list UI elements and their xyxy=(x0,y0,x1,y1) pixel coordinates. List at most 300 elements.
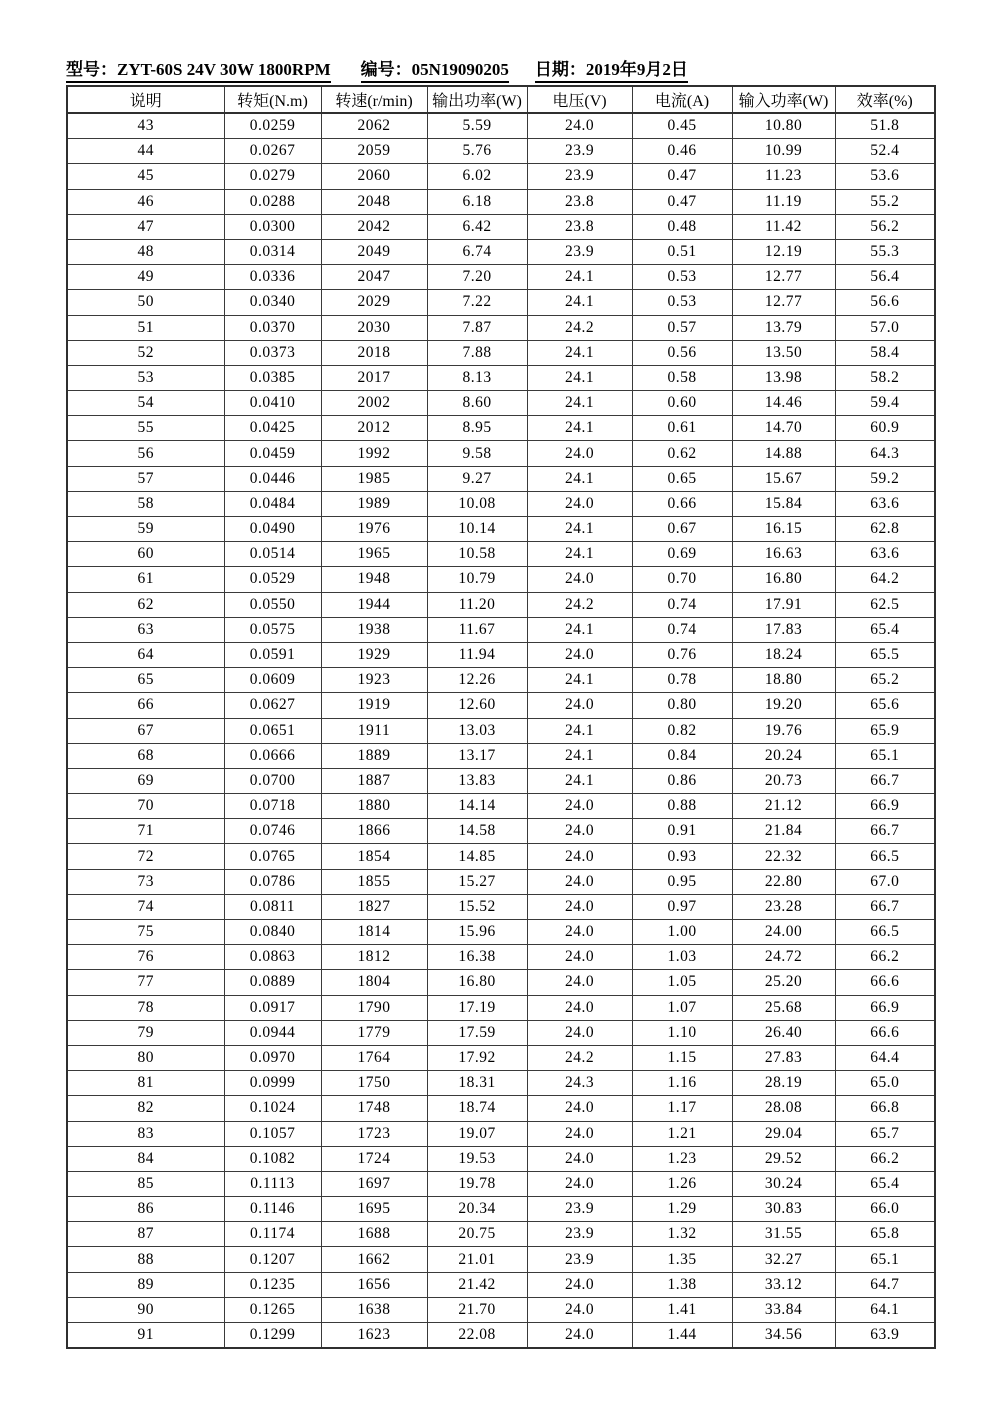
table-cell: 66.2 xyxy=(835,1146,935,1171)
table-row xyxy=(67,517,935,542)
table-cell: 2018 xyxy=(321,340,427,365)
table-cell: 14.46 xyxy=(732,391,835,416)
table-cell: 27.83 xyxy=(732,1045,835,1070)
table-cell: 0.61 xyxy=(632,416,732,441)
table-cell: 1944 xyxy=(321,592,427,617)
table-cell: 1854 xyxy=(321,844,427,869)
table-cell: 0.0336 xyxy=(224,265,321,290)
table-cell: 11.42 xyxy=(732,214,835,239)
table-cell: 17.92 xyxy=(427,1045,527,1070)
table-cell: 8.13 xyxy=(427,365,527,390)
table-cell: 24.1 xyxy=(527,617,632,642)
table-cell: 0.0627 xyxy=(224,693,321,718)
table-cell: 24.1 xyxy=(527,718,632,743)
table-row xyxy=(67,416,935,441)
table-cell: 1.05 xyxy=(632,970,732,995)
table-cell: 53.6 xyxy=(835,164,935,189)
table-cell: 20.75 xyxy=(427,1222,527,1247)
table-cell: 2017 xyxy=(321,365,427,390)
table-cell: 50 xyxy=(67,290,224,315)
table-cell: 24.1 xyxy=(527,340,632,365)
table-cell: 82 xyxy=(67,1096,224,1121)
table-cell: 0.62 xyxy=(632,441,732,466)
table-cell: 77 xyxy=(67,970,224,995)
table-cell: 15.84 xyxy=(732,491,835,516)
table-cell: 51.8 xyxy=(835,113,935,139)
table-row xyxy=(67,1297,935,1322)
table-cell: 65.1 xyxy=(835,743,935,768)
table-row xyxy=(67,668,935,693)
table-cell: 64.2 xyxy=(835,567,935,592)
table-cell: 1.38 xyxy=(632,1272,732,1297)
table-cell: 56.4 xyxy=(835,265,935,290)
table-cell: 24.0 xyxy=(527,995,632,1020)
table-cell: 24.0 xyxy=(527,794,632,819)
table-cell: 23.28 xyxy=(732,894,835,919)
table-cell: 29.04 xyxy=(732,1121,835,1146)
table-cell: 21.12 xyxy=(732,794,835,819)
table-header-row xyxy=(67,86,935,113)
table-cell: 0.0279 xyxy=(224,164,321,189)
table-cell: 17.19 xyxy=(427,995,527,1020)
table-cell: 0.66 xyxy=(632,491,732,516)
table-cell: 64.7 xyxy=(835,1272,935,1297)
table-cell: 0.95 xyxy=(632,869,732,894)
table-cell: 65.8 xyxy=(835,1222,935,1247)
table-cell: 0.1235 xyxy=(224,1272,321,1297)
table-cell: 24.1 xyxy=(527,416,632,441)
table-cell: 16.80 xyxy=(427,970,527,995)
table-cell: 74 xyxy=(67,894,224,919)
table-cell: 60 xyxy=(67,542,224,567)
table-row xyxy=(67,113,935,139)
table-cell: 10.08 xyxy=(427,491,527,516)
table-cell: 1.41 xyxy=(632,1297,732,1322)
table-cell: 71 xyxy=(67,819,224,844)
table-cell: 23.9 xyxy=(527,1222,632,1247)
table-cell: 0.0340 xyxy=(224,290,321,315)
table-row xyxy=(67,844,935,869)
table-row xyxy=(67,869,935,894)
table-cell: 48 xyxy=(67,239,224,264)
table-cell: 2042 xyxy=(321,214,427,239)
table-cell: 66.6 xyxy=(835,1020,935,1045)
table-cell: 1697 xyxy=(321,1171,427,1196)
table-cell: 30.24 xyxy=(732,1171,835,1196)
table-cell: 0.0446 xyxy=(224,466,321,491)
column-header: 输出功率(W) xyxy=(427,86,527,113)
table-cell: 5.59 xyxy=(427,113,527,139)
table-cell: 24.0 xyxy=(527,113,632,139)
table-cell: 65 xyxy=(67,668,224,693)
table-row xyxy=(67,1045,935,1070)
table-row xyxy=(67,1121,935,1146)
table-cell: 0.1024 xyxy=(224,1096,321,1121)
table-row xyxy=(67,920,935,945)
table-row xyxy=(67,945,935,970)
table-cell: 0.65 xyxy=(632,466,732,491)
table-cell: 43 xyxy=(67,113,224,139)
table-cell: 0.82 xyxy=(632,718,732,743)
table-row xyxy=(67,391,935,416)
table-cell: 0.0591 xyxy=(224,642,321,667)
table-cell: 1827 xyxy=(321,894,427,919)
table-cell: 11.94 xyxy=(427,642,527,667)
table-cell: 12.77 xyxy=(732,290,835,315)
table-cell: 0.0484 xyxy=(224,491,321,516)
table-row xyxy=(67,1222,935,1247)
table-cell: 0.0288 xyxy=(224,189,321,214)
table-cell: 23.8 xyxy=(527,189,632,214)
table-cell: 24.1 xyxy=(527,290,632,315)
table-cell: 24.72 xyxy=(732,945,835,970)
table-cell: 15.52 xyxy=(427,894,527,919)
table-cell: 13.79 xyxy=(732,315,835,340)
table-cell: 20.24 xyxy=(732,743,835,768)
table-cell: 16.80 xyxy=(732,567,835,592)
table-cell: 23.8 xyxy=(527,214,632,239)
table-cell: 0.0970 xyxy=(224,1045,321,1070)
table-row xyxy=(67,995,935,1020)
table-row xyxy=(67,1071,935,1096)
document-header xyxy=(66,60,936,83)
table-cell: 64 xyxy=(67,642,224,667)
table-cell: 31.55 xyxy=(732,1222,835,1247)
table-cell: 23.9 xyxy=(527,139,632,164)
table-cell: 65.0 xyxy=(835,1071,935,1096)
table-row xyxy=(67,693,935,718)
table-cell: 52 xyxy=(67,340,224,365)
table-cell: 84 xyxy=(67,1146,224,1171)
table-cell: 7.20 xyxy=(427,265,527,290)
table-cell: 0.0999 xyxy=(224,1071,321,1096)
table-cell: 12.77 xyxy=(732,265,835,290)
table-cell: 9.27 xyxy=(427,466,527,491)
table-cell: 1.32 xyxy=(632,1222,732,1247)
table-cell: 15.96 xyxy=(427,920,527,945)
table-cell: 8.95 xyxy=(427,416,527,441)
table-cell: 65.2 xyxy=(835,668,935,693)
column-header: 电压(V) xyxy=(527,86,632,113)
table-cell: 1.29 xyxy=(632,1197,732,1222)
table-cell: 0.0425 xyxy=(224,416,321,441)
table-cell: 24.0 xyxy=(527,1323,632,1349)
table-cell: 1748 xyxy=(321,1096,427,1121)
table-cell: 24.0 xyxy=(527,1020,632,1045)
table-cell: 58 xyxy=(67,491,224,516)
table-cell: 0.0811 xyxy=(224,894,321,919)
table-cell: 80 xyxy=(67,1045,224,1070)
table-cell: 11.20 xyxy=(427,592,527,617)
table-cell: 66.9 xyxy=(835,995,935,1020)
table-cell: 0.1174 xyxy=(224,1222,321,1247)
table-cell: 66.2 xyxy=(835,945,935,970)
table-cell: 59.4 xyxy=(835,391,935,416)
table-cell: 67 xyxy=(67,718,224,743)
table-cell: 19.07 xyxy=(427,1121,527,1146)
table-cell: 1638 xyxy=(321,1297,427,1322)
table-cell: 56.2 xyxy=(835,214,935,239)
table-cell: 2029 xyxy=(321,290,427,315)
table-cell: 90 xyxy=(67,1297,224,1322)
table-cell: 65.4 xyxy=(835,1171,935,1196)
table-cell: 66.7 xyxy=(835,894,935,919)
table-cell: 19.78 xyxy=(427,1171,527,1196)
table-cell: 1656 xyxy=(321,1272,427,1297)
table-row xyxy=(67,794,935,819)
model-label: 型号：ZYT-60S 24V 30W 1800RPM xyxy=(66,60,331,83)
table-cell: 1.44 xyxy=(632,1323,732,1349)
table-cell: 46 xyxy=(67,189,224,214)
table-cell: 0.0550 xyxy=(224,592,321,617)
table-cell: 1814 xyxy=(321,920,427,945)
table-cell: 0.46 xyxy=(632,139,732,164)
table-cell: 2060 xyxy=(321,164,427,189)
table-cell: 24.00 xyxy=(732,920,835,945)
table-cell: 76 xyxy=(67,945,224,970)
table-cell: 24.0 xyxy=(527,1171,632,1196)
table-cell: 13.17 xyxy=(427,743,527,768)
table-cell: 87 xyxy=(67,1222,224,1247)
table-cell: 26.40 xyxy=(732,1020,835,1045)
table-cell: 24.2 xyxy=(527,592,632,617)
table-cell: 18.31 xyxy=(427,1071,527,1096)
serial-number-label: 编号：05N19090205 xyxy=(361,60,509,83)
table-cell: 66.9 xyxy=(835,794,935,819)
table-cell: 22.80 xyxy=(732,869,835,894)
table-cell: 0.58 xyxy=(632,365,732,390)
table-cell: 0.1299 xyxy=(224,1323,321,1349)
table-cell: 13.83 xyxy=(427,768,527,793)
table-cell: 1911 xyxy=(321,718,427,743)
table-cell: 63.6 xyxy=(835,491,935,516)
table-cell: 24.1 xyxy=(527,542,632,567)
table-cell: 18.74 xyxy=(427,1096,527,1121)
table-cell: 0.1265 xyxy=(224,1297,321,1322)
table-cell: 24.0 xyxy=(527,1096,632,1121)
measurement-table xyxy=(66,85,936,1349)
table-cell: 65.4 xyxy=(835,617,935,642)
table-row xyxy=(67,466,935,491)
table-cell: 1764 xyxy=(321,1045,427,1070)
table-cell: 10.58 xyxy=(427,542,527,567)
table-row xyxy=(67,567,935,592)
table-cell: 1855 xyxy=(321,869,427,894)
table-cell: 51 xyxy=(67,315,224,340)
table-cell: 0.45 xyxy=(632,113,732,139)
table-cell: 5.76 xyxy=(427,139,527,164)
table-row xyxy=(67,542,935,567)
table-cell: 2062 xyxy=(321,113,427,139)
table-row xyxy=(67,1197,935,1222)
table-cell: 68 xyxy=(67,743,224,768)
table-cell: 65.1 xyxy=(835,1247,935,1272)
table-cell: 25.20 xyxy=(732,970,835,995)
table-cell: 63.9 xyxy=(835,1323,935,1349)
table-row xyxy=(67,1146,935,1171)
table-cell: 1929 xyxy=(321,642,427,667)
table-cell: 58.4 xyxy=(835,340,935,365)
table-cell: 64.1 xyxy=(835,1297,935,1322)
table-cell: 23.9 xyxy=(527,239,632,264)
table-cell: 22.32 xyxy=(732,844,835,869)
table-cell: 15.67 xyxy=(732,466,835,491)
table-cell: 24.0 xyxy=(527,567,632,592)
table-cell: 0.47 xyxy=(632,164,732,189)
table-cell: 0.47 xyxy=(632,189,732,214)
table-cell: 2059 xyxy=(321,139,427,164)
table-cell: 55.3 xyxy=(835,239,935,264)
table-cell: 16.38 xyxy=(427,945,527,970)
table-row xyxy=(67,894,935,919)
table-cell: 1.26 xyxy=(632,1171,732,1196)
table-cell: 47 xyxy=(67,214,224,239)
table-cell: 24.0 xyxy=(527,970,632,995)
table-cell: 65.7 xyxy=(835,1121,935,1146)
table-cell: 62.5 xyxy=(835,592,935,617)
table-cell: 0.0700 xyxy=(224,768,321,793)
table-cell: 66 xyxy=(67,693,224,718)
table-cell: 16.63 xyxy=(732,542,835,567)
table-cell: 1.16 xyxy=(632,1071,732,1096)
table-cell: 1723 xyxy=(321,1121,427,1146)
table-row xyxy=(67,819,935,844)
table-cell: 14.85 xyxy=(427,844,527,869)
table-cell: 34.56 xyxy=(732,1323,835,1349)
table-cell: 24.0 xyxy=(527,441,632,466)
table-cell: 69 xyxy=(67,768,224,793)
table-cell: 1923 xyxy=(321,668,427,693)
table-cell: 24.2 xyxy=(527,1045,632,1070)
table-cell: 65.6 xyxy=(835,693,935,718)
table-cell: 60.9 xyxy=(835,416,935,441)
table-cell: 66.5 xyxy=(835,844,935,869)
table-cell: 0.0459 xyxy=(224,441,321,466)
column-header: 转矩(N.m) xyxy=(224,86,321,113)
table-cell: 45 xyxy=(67,164,224,189)
table-cell: 89 xyxy=(67,1272,224,1297)
table-cell: 7.22 xyxy=(427,290,527,315)
table-cell: 2012 xyxy=(321,416,427,441)
table-cell: 24.1 xyxy=(527,466,632,491)
table-cell: 18.24 xyxy=(732,642,835,667)
table-cell: 1623 xyxy=(321,1323,427,1349)
table-cell: 9.58 xyxy=(427,441,527,466)
table-cell: 62.8 xyxy=(835,517,935,542)
table-cell: 91 xyxy=(67,1323,224,1349)
table-cell: 65.9 xyxy=(835,718,935,743)
table-cell: 14.14 xyxy=(427,794,527,819)
table-cell: 2049 xyxy=(321,239,427,264)
table-row xyxy=(67,214,935,239)
table-cell: 1.21 xyxy=(632,1121,732,1146)
table-row xyxy=(67,1272,935,1297)
table-row xyxy=(67,164,935,189)
table-cell: 24.2 xyxy=(527,315,632,340)
table-cell: 17.59 xyxy=(427,1020,527,1045)
table-cell: 22.08 xyxy=(427,1323,527,1349)
table-cell: 0.93 xyxy=(632,844,732,869)
table-cell: 0.0575 xyxy=(224,617,321,642)
table-row xyxy=(67,441,935,466)
table-cell: 20.73 xyxy=(732,768,835,793)
table-cell: 1804 xyxy=(321,970,427,995)
table-cell: 64.4 xyxy=(835,1045,935,1070)
table-cell: 14.58 xyxy=(427,819,527,844)
table-cell: 56 xyxy=(67,441,224,466)
table-cell: 1889 xyxy=(321,743,427,768)
table-cell: 1688 xyxy=(321,1222,427,1247)
table-cell: 13.03 xyxy=(427,718,527,743)
table-cell: 21.70 xyxy=(427,1297,527,1322)
table-cell: 64.3 xyxy=(835,441,935,466)
table-cell: 24.0 xyxy=(527,819,632,844)
table-cell: 0.0863 xyxy=(224,945,321,970)
table-row xyxy=(67,189,935,214)
table-cell: 24.0 xyxy=(527,1146,632,1171)
table-row xyxy=(67,139,935,164)
table-row xyxy=(67,768,935,793)
table-cell: 0.0410 xyxy=(224,391,321,416)
table-cell: 12.60 xyxy=(427,693,527,718)
table-cell: 24.0 xyxy=(527,1297,632,1322)
table-cell: 6.02 xyxy=(427,164,527,189)
table-cell: 0.0917 xyxy=(224,995,321,1020)
table-cell: 0.0385 xyxy=(224,365,321,390)
table-cell: 28.08 xyxy=(732,1096,835,1121)
table-cell: 0.0944 xyxy=(224,1020,321,1045)
table-cell: 1695 xyxy=(321,1197,427,1222)
table-cell: 1976 xyxy=(321,517,427,542)
table-cell: 23.9 xyxy=(527,1247,632,1272)
table-cell: 0.67 xyxy=(632,517,732,542)
table-cell: 12.19 xyxy=(732,239,835,264)
table-cell: 14.70 xyxy=(732,416,835,441)
table-cell: 0.0370 xyxy=(224,315,321,340)
table-cell: 75 xyxy=(67,920,224,945)
table-cell: 1989 xyxy=(321,491,427,516)
table-cell: 24.0 xyxy=(527,1272,632,1297)
table-cell: 70 xyxy=(67,794,224,819)
table-cell: 58.2 xyxy=(835,365,935,390)
table-cell: 0.1113 xyxy=(224,1171,321,1196)
table-cell: 0.0300 xyxy=(224,214,321,239)
column-header: 输入功率(W) xyxy=(732,86,835,113)
table-cell: 0.0889 xyxy=(224,970,321,995)
table-cell: 62 xyxy=(67,592,224,617)
table-cell: 21.42 xyxy=(427,1272,527,1297)
table-cell: 10.80 xyxy=(732,113,835,139)
table-cell: 0.57 xyxy=(632,315,732,340)
table-cell: 0.0609 xyxy=(224,668,321,693)
table-row xyxy=(67,718,935,743)
table-cell: 0.1082 xyxy=(224,1146,321,1171)
table-cell: 19.76 xyxy=(732,718,835,743)
table-cell: 83 xyxy=(67,1121,224,1146)
table-cell: 8.60 xyxy=(427,391,527,416)
table-cell: 0.51 xyxy=(632,239,732,264)
table-cell: 86 xyxy=(67,1197,224,1222)
table-cell: 24.0 xyxy=(527,693,632,718)
table-cell: 55 xyxy=(67,416,224,441)
table-cell: 24.0 xyxy=(527,894,632,919)
table-cell: 0.0666 xyxy=(224,743,321,768)
table-cell: 13.98 xyxy=(732,365,835,390)
table-cell: 24.1 xyxy=(527,391,632,416)
table-row xyxy=(67,315,935,340)
table-cell: 67.0 xyxy=(835,869,935,894)
table-cell: 21.01 xyxy=(427,1247,527,1272)
